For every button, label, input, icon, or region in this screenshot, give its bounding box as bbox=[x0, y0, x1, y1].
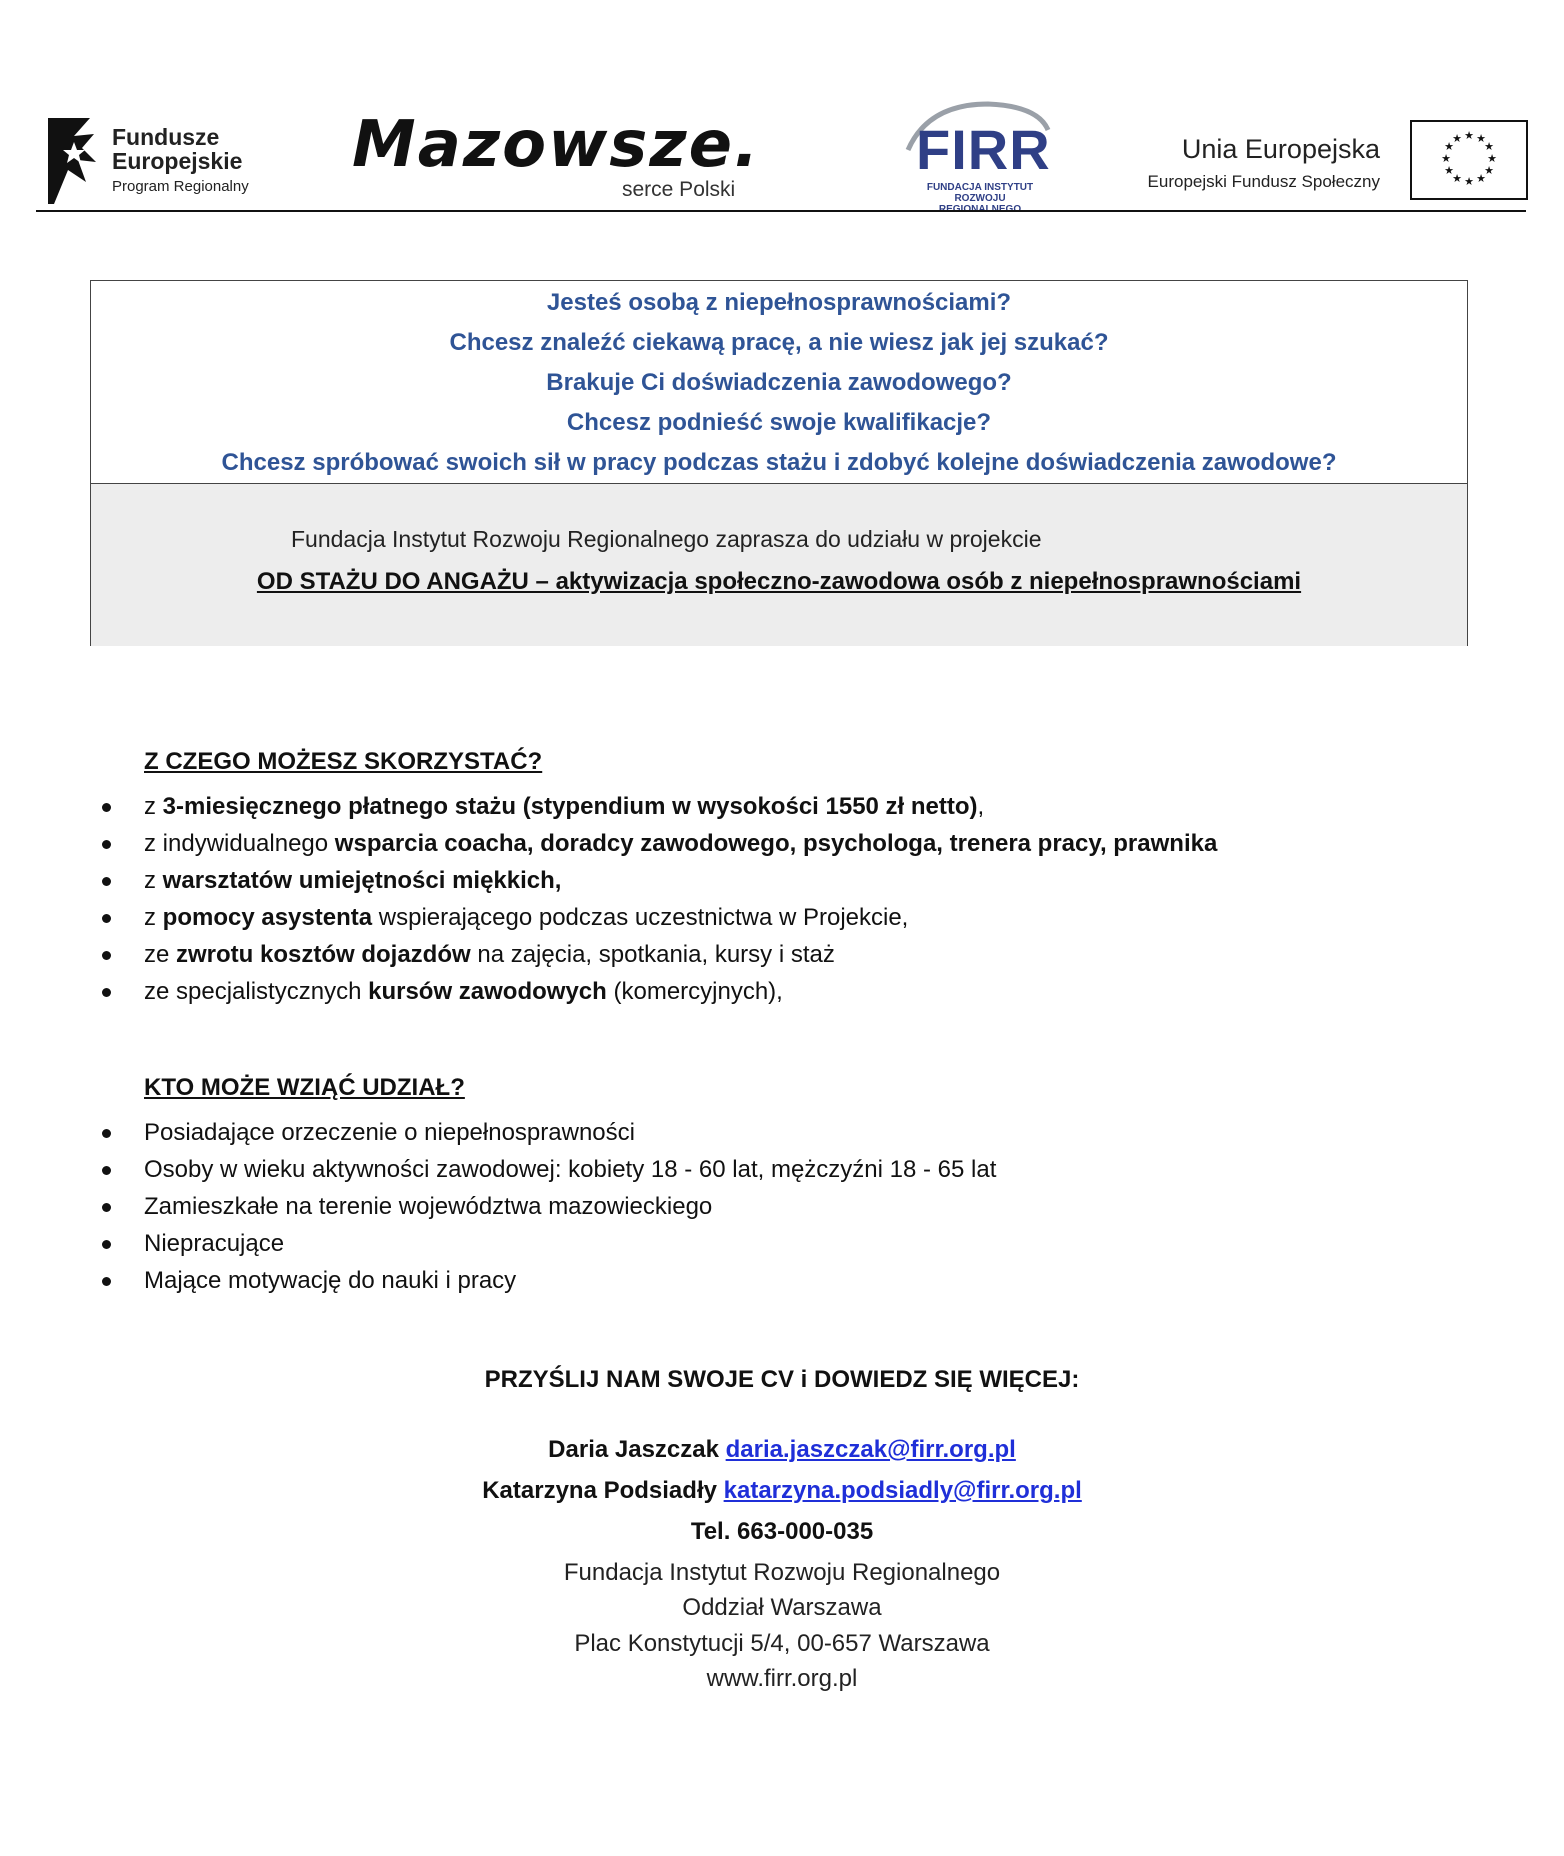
svg-text:★: ★ bbox=[1484, 140, 1494, 153]
list-item: Zamieszkałe na terenie województwa mazowieckiego bbox=[96, 1188, 996, 1225]
svg-text:★: ★ bbox=[1444, 140, 1454, 153]
question-line: Brakuje Ci doświadczenia zawodowego? bbox=[546, 369, 1012, 396]
question-line: Chcesz znaleźć ciekawą pracę, a nie wiesz jak jej szukać? bbox=[449, 329, 1109, 356]
fe-logo-line1: Fundusze bbox=[112, 124, 220, 150]
contact-org: Fundacja Instytut Rozwoju Regionalnego bbox=[563, 1559, 1001, 1586]
svg-text:★: ★ bbox=[1444, 164, 1454, 177]
svg-text:★: ★ bbox=[1441, 152, 1451, 165]
contact-address: Plac Konstytucji 5/4, 00-657 Warszawa bbox=[574, 1630, 990, 1657]
invitation-text: Fundacja Instytut Rozwoju Regionalnego zaprasza do udziału w projekcie bbox=[291, 526, 1042, 552]
contact-phone: Tel. 663-000-035 bbox=[690, 1518, 874, 1545]
header-divider bbox=[36, 210, 1526, 212]
svg-text:★: ★ bbox=[1487, 152, 1497, 165]
firr-logo bbox=[888, 100, 1058, 204]
eligibility-title: KTO MOŻE WZIĄĆ UDZIAŁ? bbox=[144, 1074, 465, 1101]
svg-text:★: ★ bbox=[1464, 129, 1474, 142]
svg-text:★: ★ bbox=[1452, 172, 1462, 185]
list-item: Niepracujące bbox=[96, 1225, 996, 1262]
firr-logo-word: FIRR bbox=[916, 118, 1051, 181]
svg-text:★: ★ bbox=[1452, 132, 1462, 145]
question-line: Chcesz spróbować swoich sił w pracy podczas stażu i zdobyć kolejne doświadczenia zawodowe? bbox=[221, 449, 1337, 476]
question-line: Chcesz podnieść swoje kwalifikacje? bbox=[566, 409, 992, 436]
contact-name: Daria Jaszczak bbox=[548, 1436, 719, 1463]
svg-text:★: ★ bbox=[1476, 172, 1486, 185]
list-item: ze zwrotu kosztów dojazdów na zajęcia, spotkania, kursy i staż bbox=[96, 936, 1217, 973]
list-item: z pomocy asystenta wspierającego podczas uczestnictwa w Projekcie, bbox=[96, 899, 1217, 936]
firr-logo-line1: FUNDACJA INSTYTUT bbox=[926, 182, 1034, 193]
questions-box bbox=[90, 280, 1468, 646]
fe-star-icon bbox=[44, 112, 100, 206]
list-item: Posiadające orzeczenie o niepełnosprawności bbox=[96, 1114, 996, 1151]
list-item: Mające motywację do nauki i pracy bbox=[96, 1262, 996, 1299]
list-item: z warsztatów umiejętności miękkich, bbox=[96, 862, 1217, 899]
fe-logo-line2: Europejskie bbox=[112, 148, 243, 174]
benefits-list bbox=[96, 788, 1217, 1010]
contact-heading: PRZYŚLIJ NAM SWOJE CV i DOWIEDZ SIĘ WIĘCEJ: bbox=[484, 1366, 1080, 1393]
contact-person-1 bbox=[0, 1436, 1564, 1464]
list-item: z indywidualnego wsparcia coacha, doradcy zawodowego, psychologa, trenera pracy, prawnika bbox=[96, 825, 1217, 862]
question-line: Jesteś osobą z niepełnosprawnościami? bbox=[546, 289, 1012, 316]
eligibility-list bbox=[96, 1114, 996, 1299]
contact-name: Katarzyna Podsiadły bbox=[482, 1477, 717, 1504]
firr-logo-line2: ROZWOJU bbox=[954, 193, 1006, 204]
email-link[interactable]: katarzyna.podsiadly@firr.org.pl bbox=[723, 1477, 1082, 1504]
benefits-title: Z CZEGO MOŻESZ SKORZYSTAĆ? bbox=[144, 748, 543, 775]
ue-logo-line2: Europejski Fundusz Społeczny bbox=[1147, 172, 1380, 191]
svg-text:★: ★ bbox=[1476, 132, 1486, 145]
mazowsze-logo-sub: serce Polski bbox=[622, 178, 736, 201]
email-link[interactable]: daria.jaszczak@firr.org.pl bbox=[725, 1436, 1016, 1463]
contact-branch: Oddział Warszawa bbox=[682, 1594, 882, 1621]
questions-panel bbox=[91, 281, 1467, 484]
mazowsze-logo bbox=[352, 108, 762, 208]
list-item: ze specjalistycznych kursów zawodowych (komercyjnych), bbox=[96, 973, 1217, 1010]
invitation-panel bbox=[91, 484, 1467, 646]
list-item: z 3-miesięcznego płatnego stażu (stypendium w wysokości 1550 zł netto), bbox=[96, 788, 1217, 825]
eu-flag-icon bbox=[1410, 120, 1528, 200]
ue-logo-line1: Unia Europejska bbox=[1181, 134, 1380, 164]
mazowsze-logo-word: Mazowsze. bbox=[352, 108, 761, 182]
fe-logo-line3: Program Regionalny bbox=[112, 178, 249, 195]
contact-website: www.firr.org.pl bbox=[706, 1665, 858, 1692]
unia-europejska-logo bbox=[1120, 120, 1530, 204]
svg-text:★: ★ bbox=[1484, 164, 1494, 177]
project-name: OD STAŻU DO ANGAŻU – aktywizacja społeczno-zawodowa osób z niepełnosprawnościami bbox=[256, 568, 1302, 595]
list-item: Osoby w wieku aktywności zawodowej: kobiety 18 - 60 lat, mężczyźni 18 - 65 lat bbox=[96, 1151, 996, 1188]
contact-person-2 bbox=[0, 1477, 1564, 1505]
svg-text:★: ★ bbox=[1464, 175, 1474, 188]
fundusze-europejskie-logo bbox=[44, 112, 284, 208]
